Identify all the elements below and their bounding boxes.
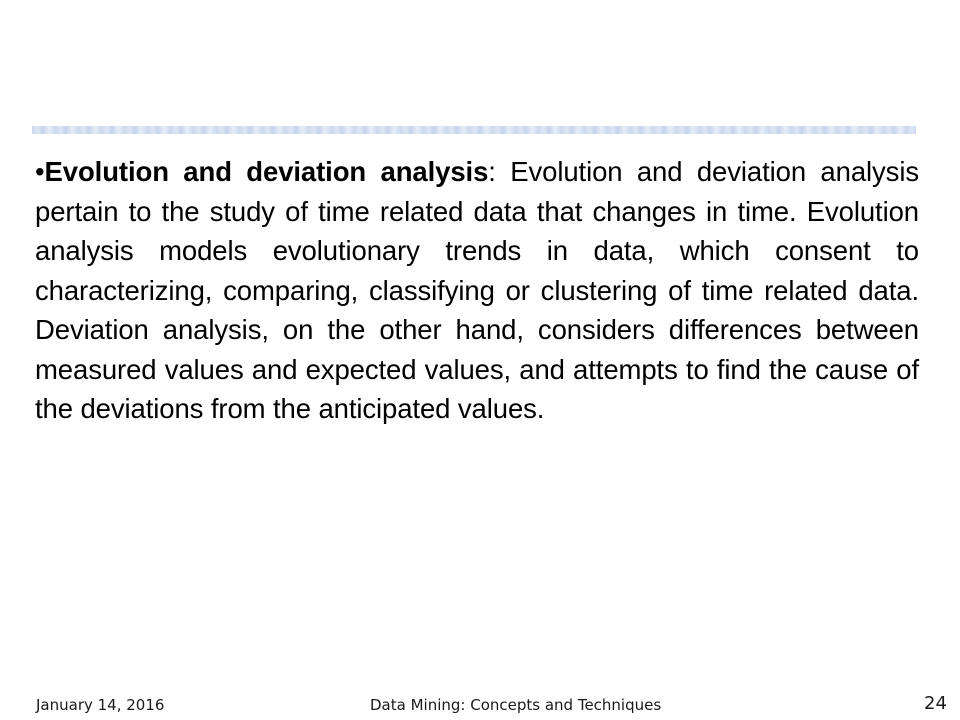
slide-body-text — [35, 152, 919, 429]
page-number: 24 — [924, 693, 947, 714]
bullet-marker: • — [35, 156, 45, 187]
footer-title: Data Mining: Concepts and Techniques — [370, 696, 662, 714]
footer-date: January 14, 2016 — [36, 696, 165, 714]
term-separator: : — [488, 156, 496, 187]
title-divider — [32, 126, 916, 134]
key-term: Evolution and deviation analysis — [44, 156, 489, 187]
body-paragraph: Evolution and deviation analysis pertain to the study of time related data that changes in time. Evolution analysis models evolutionary trends in data, which consent to characterizing, comparing, classifying or clustering of time related data. Deviation analysis, on the other hand, considers differences between measured values and expected values, and attempts to find the cause of the deviations from the anticipated values. — [35, 156, 919, 424]
